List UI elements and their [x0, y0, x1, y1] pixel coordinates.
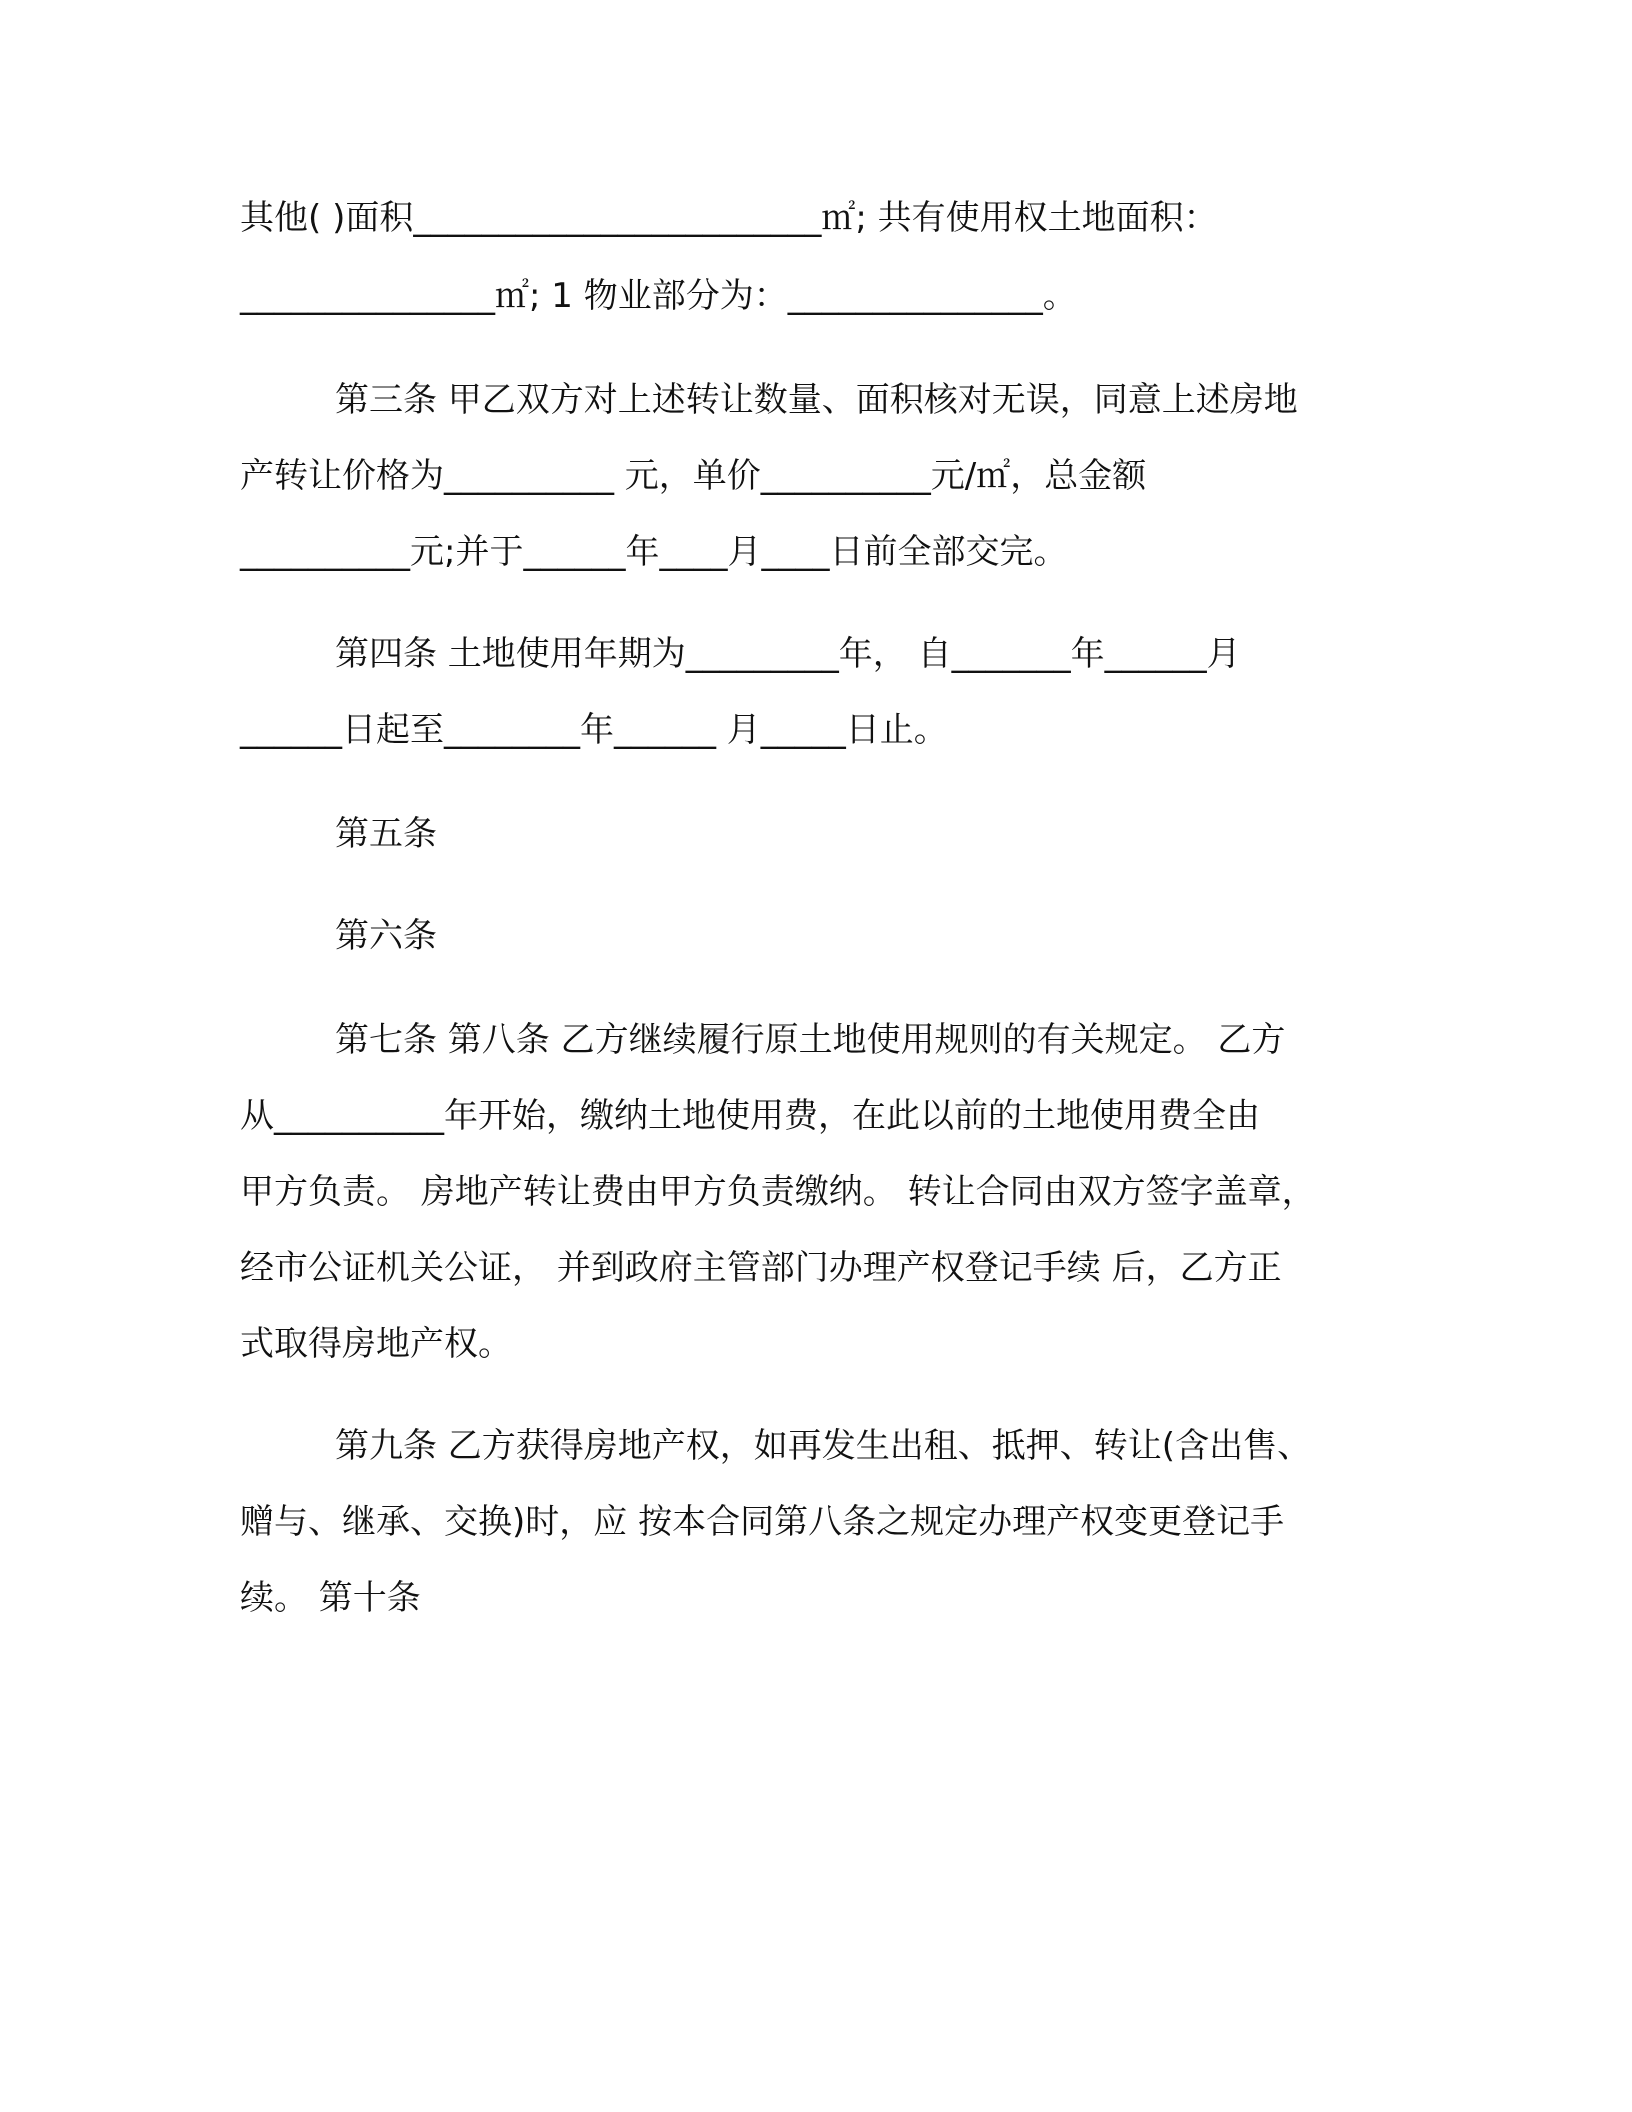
clause-9-line-3: 续。 第十条 — [240, 1578, 421, 1618]
clause-7-8-line-1: 第七条 第八条 乙方继续履行原土地使用规则的有关规定。 乙方 — [335, 1020, 1286, 1060]
clause-9-line-1: 第九条 乙方获得房地产权，如再发生出租、抵押、转让(含出售、 — [335, 1426, 1312, 1466]
clause-7-8-line-2: 从__________年开始，缴纳土地使用费，在此以前的土地使用费全由 — [240, 1096, 1260, 1136]
clause-7-8-line-3: 甲方负责。 房地产转让费由甲方负责缴纳。 转让合同由双方签字盖章， — [240, 1172, 1316, 1212]
clause-5-heading: 第五条 — [335, 814, 437, 854]
clause-7-8-line-4: 经市公证机关公证， 并到政府主管部门办理产权登记手续 后，乙方正 — [240, 1248, 1282, 1288]
clause-7-8-line-5: 式取得房地产权。 — [240, 1324, 512, 1364]
clause-6-heading: 第六条 — [335, 916, 437, 956]
clause-3-line-2: 产转让价格为__________ 元，单价__________元/㎡，总金额 — [240, 456, 1147, 496]
clause-2-area-line-1: 其他( )面积________________________㎡; 共有使用权土地面积： — [240, 198, 1218, 238]
clause-4-line-2: ______日起至________年______ 月_____日止。 — [240, 710, 948, 750]
clause-9-line-2: 赠与、继承、交换)时，应 按本合同第八条之规定办理产权变更登记手 — [240, 1502, 1285, 1542]
clause-3-line-3: __________元;并于______年____月____日前全部交完。 — [240, 532, 1068, 572]
clause-3-line-1: 第三条 甲乙双方对上述转让数量、面积核对无误，同意上述房地 — [335, 380, 1298, 420]
clause-4-line-1: 第四条 土地使用年期为_________年， 自_______年______月 — [335, 634, 1241, 674]
clause-2-area-line-2: _______________㎡; 1 物业部分为：_______________。 — [240, 276, 1077, 316]
